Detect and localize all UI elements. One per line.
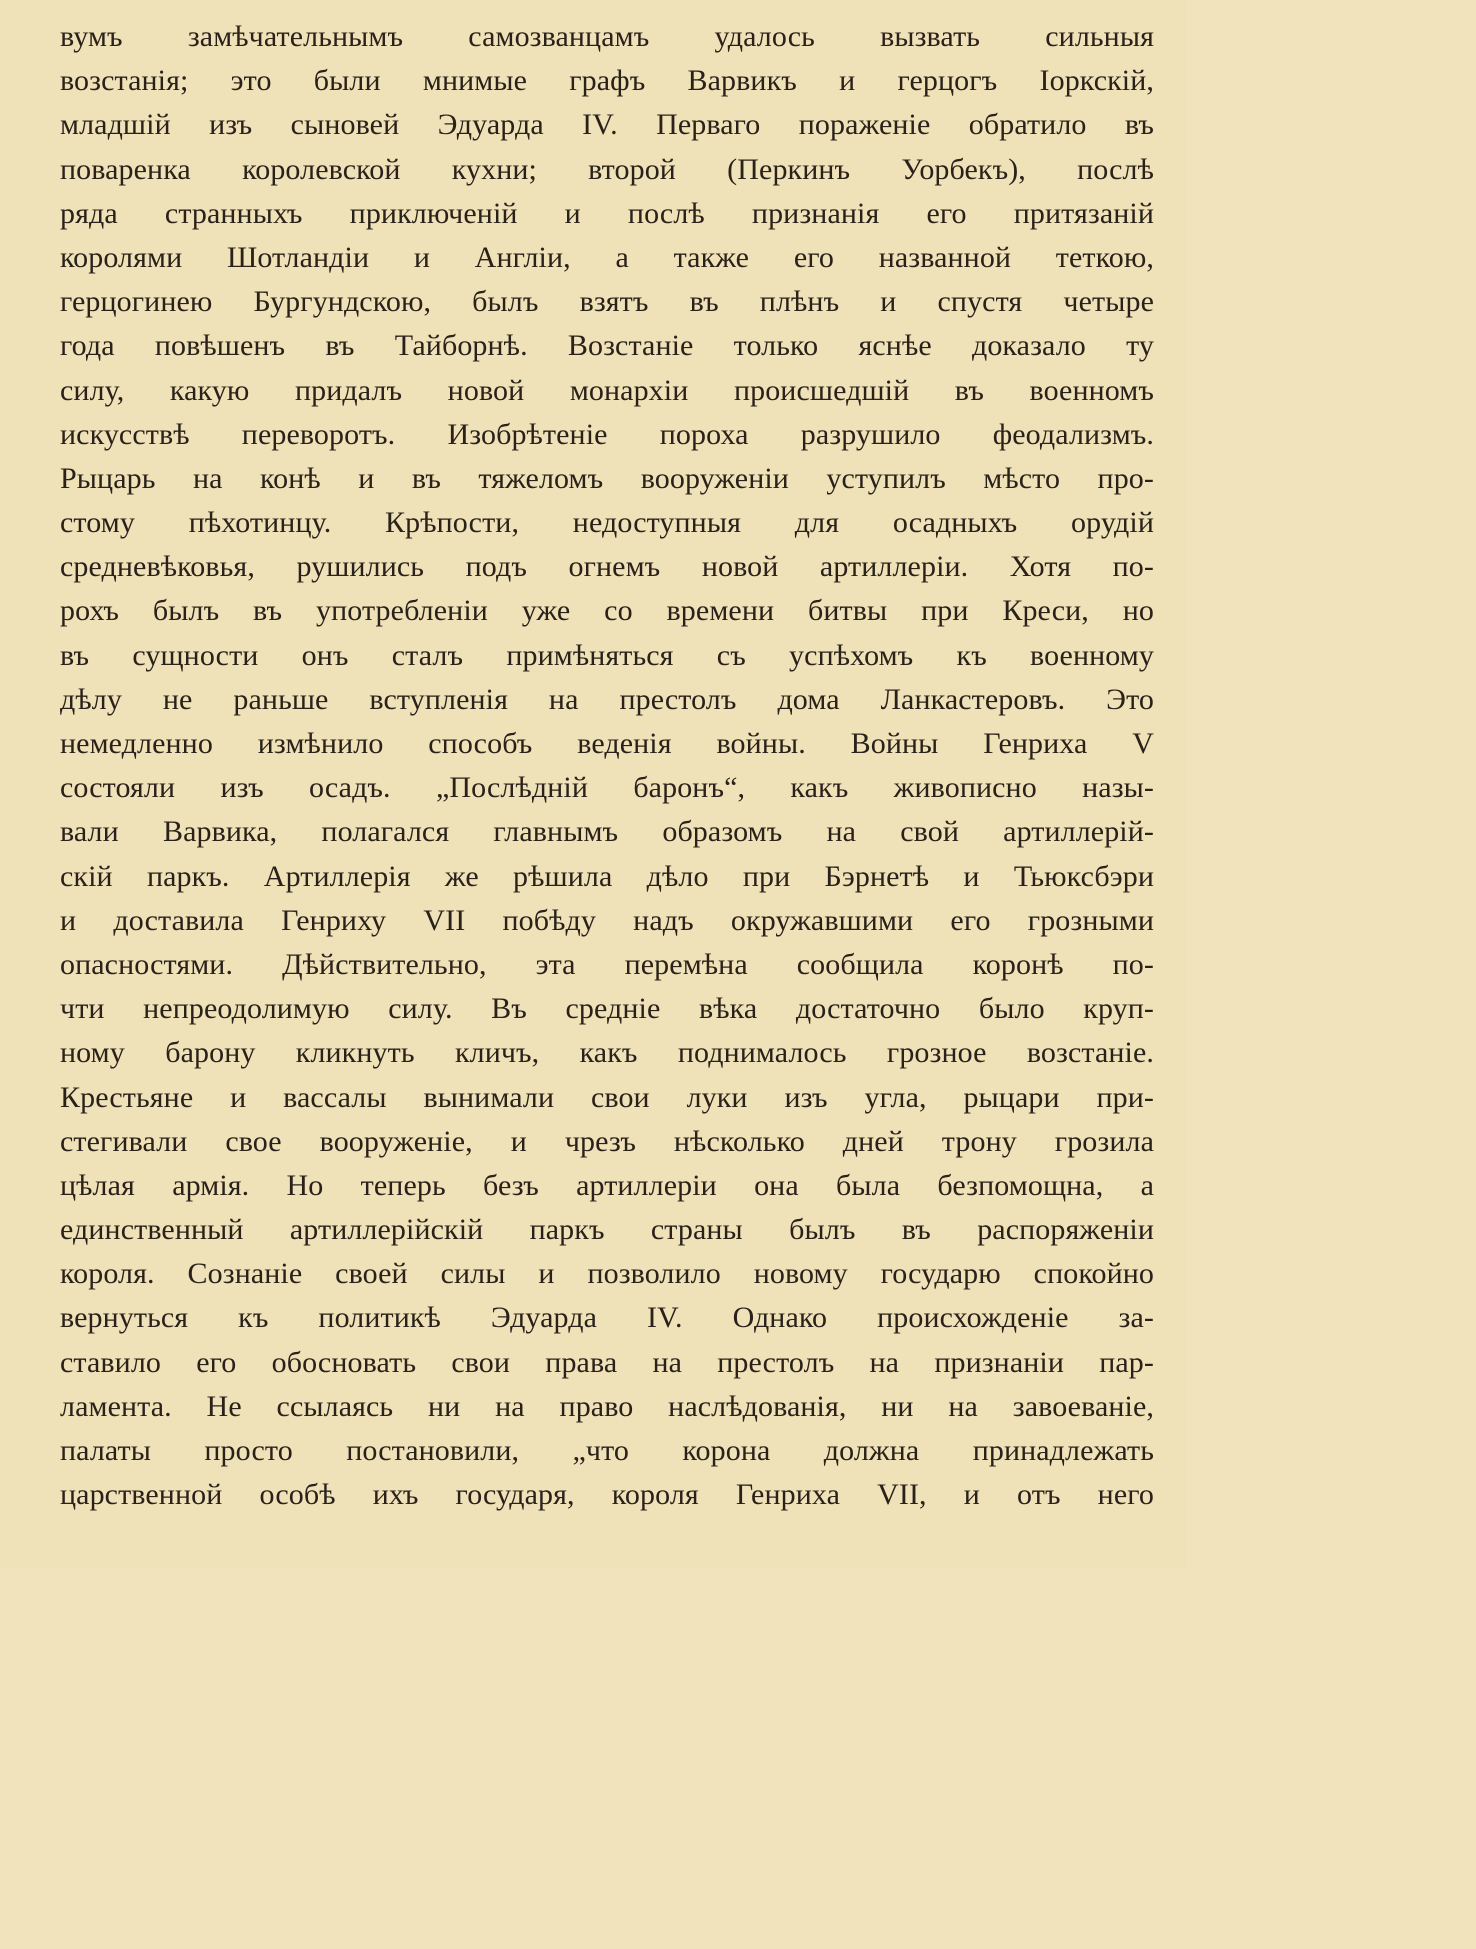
text-line: скій паркъ. Артиллерія же рѣшила дѣло при Бэрнетѣ и Тьюксбэри [60,859,1154,893]
text-line: поваренка королевской кухни; второй (Перкинъ Уорбекъ), послѣ [60,152,1154,186]
text-line: герцогинею Бургундскою, былъ взятъ въ плѣнъ и спустя четыре [60,285,1154,319]
text-line: ряда странныхъ приключеній и послѣ признанія его притязаній [60,196,1154,230]
text-line: чти непреодолимую силу. Въ средніе вѣка достаточно было круп- [60,992,1154,1026]
text-line: немедленно измѣнило способъ веденія войны. Войны Генриха V [60,727,1154,760]
text-line: Крестьяне и вассалы вынимали свои луки изъ угла, рыцари при- [60,1080,1154,1114]
text-line: и доставила Генриху VII побѣду надъ окружавшими его грозными [60,903,1154,937]
text-line: вумъ замѣчательнымъ самозванцамъ удалось вызвать сильныя [60,20,1154,53]
text-line: ламента. Не ссылаясь ни на право наслѣдованія, ни на завоеваніе, [60,1389,1154,1423]
text-line: состояли изъ осадъ. „Послѣдній баронъ“, какъ живописно назы- [60,771,1154,805]
text-line: королями Шотландіи и Англіи, а также его названной теткою, [60,240,1154,274]
text-line: ставило его обосновать свои права на престолъ на признаніи пар- [60,1345,1154,1379]
text-line: рохъ былъ въ употребленіи уже со времени битвы при Креси, но [60,594,1154,628]
text-line: вернуться къ политикѣ Эдуарда IV. Однако происхожденіе за- [60,1301,1154,1335]
text-line: въ сущности онъ сталъ примѣняться съ успѣхомъ къ военному [60,638,1154,672]
text-line: палаты просто постановили, „что корона должна принадлежать [60,1434,1154,1467]
text-line: силу, какую придалъ новой монархіи происшедшій въ военномъ [60,373,1154,407]
text-line: искусствѣ переворотъ. Изобрѣтеніе пороха разрушило феодализмъ. [60,417,1154,451]
text-line: короля. Сознаніе своей силы и позволило новому государю спокойно [60,1257,1154,1291]
text-line: царственной особѣ ихъ государя, короля Генриха VII, и отъ него [60,1478,1154,1512]
text-line: года повѣшенъ въ Тайборнѣ. Возстаніе только яснѣе доказало ту [60,329,1154,363]
text-line: средневѣковья, рушились подъ огнемъ новой артиллеріи. Хотя по- [60,550,1154,584]
body-text [60,15,1154,1517]
text-line: ному барону кликнуть кличъ, какъ поднималось грозное возстаніе. [60,1036,1154,1070]
text-line: опасностями. Дѣйствительно, эта перемѣна сообщила коронѣ по- [60,947,1154,981]
text-line: стому пѣхотинцу. Крѣпости, недоступныя для осадныхъ орудій [60,506,1154,540]
text-line: возстанія; это были мнимые графъ Варвикъ и герцогъ Іоркскій, [60,64,1154,98]
text-line: единственный артиллерійскій паркъ страны былъ въ распоряженіи [60,1213,1154,1247]
text-line: Рыцарь на конѣ и въ тяжеломъ вооруженіи уступилъ мѣсто про- [60,461,1154,495]
text-line: вали Варвика, полагался главнымъ образомъ на свой артиллерій- [60,815,1154,849]
text-line: цѣлая армія. Но теперь безъ артиллеріи она была безпомощна, а [60,1168,1154,1202]
text-line: младшій изъ сыновей Эдуарда IV. Перваго пораженіе обратило въ [60,108,1154,142]
text-line: стегивали свое вооруженіе, и чрезъ нѣсколько дней трону грозила [60,1124,1154,1158]
text-line: дѣлу не раньше вступленія на престолъ дома Ланкастеровъ. Это [60,682,1154,716]
